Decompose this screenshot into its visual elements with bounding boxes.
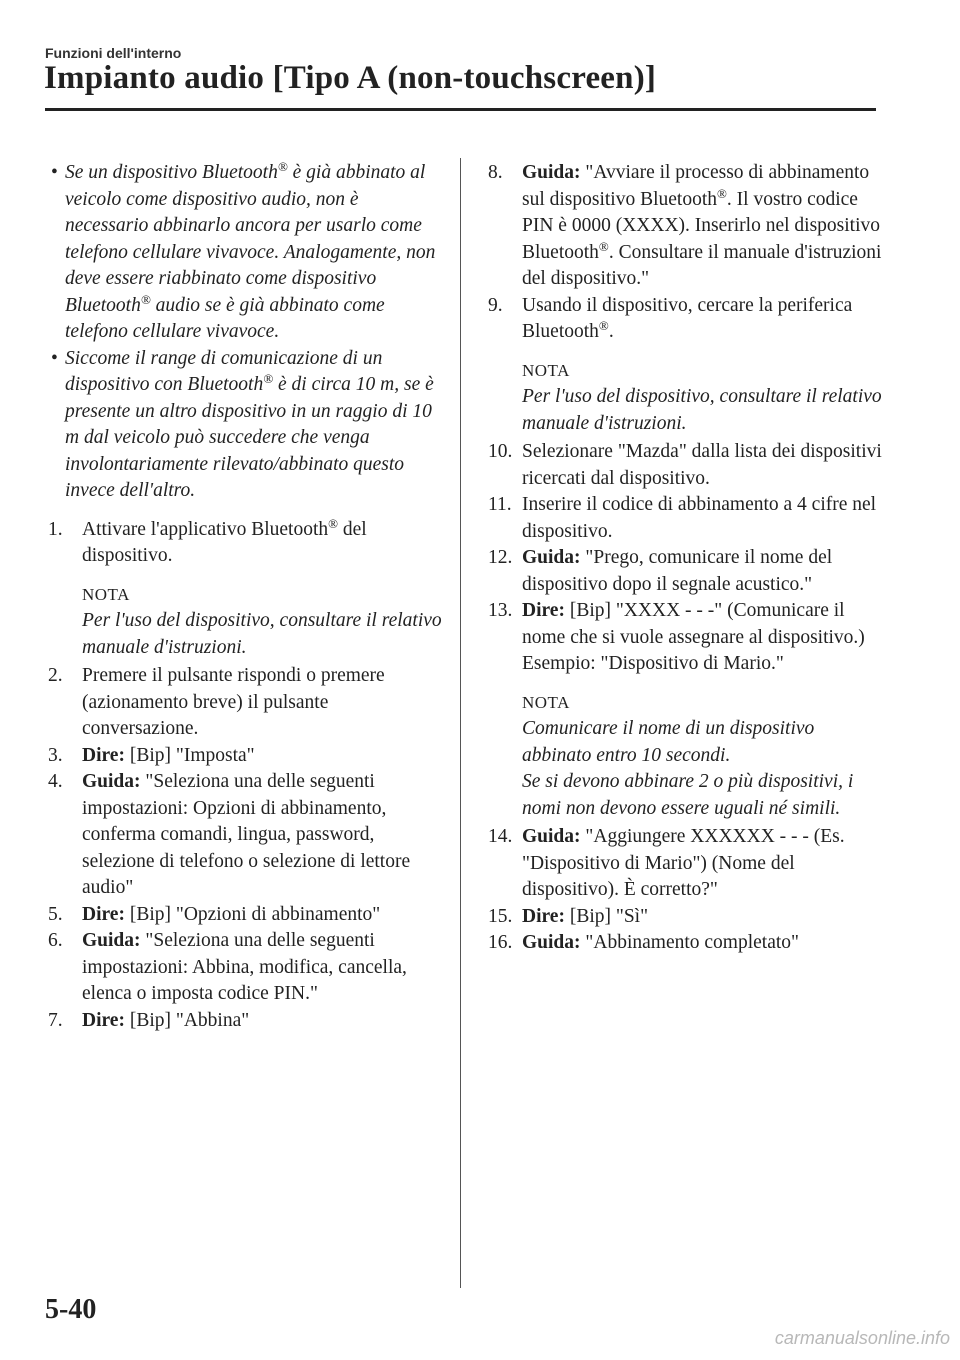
note-text: Per l'uso del dispositivo, consultare il relativo manuale d'istruzioni. [82,610,442,658]
step-8: 8. Guida: "Avviare il processo di abbinamento sul dispositivo Bluetooth®. Il vostro codice PIN è 0000 (XXXX). Inserirlo nel dispositivo Bluetooth®. Consultare il manuale d'istruzioni del dispositivo." [488,162,882,289]
step-9: 9. Usando il dispositivo, cercare la periferica Bluetooth®. [488,294,853,342]
step-5: 5. Dire: [Bip] "Opzioni di abbinamento" [48,903,381,925]
column-divider [460,158,461,1288]
left-steps [48,663,443,1034]
note-text: Comunicare il nome di un dispositivo abbinato entro 10 secondi. [522,718,815,766]
step-4: 4. Guida: "Seleziona una delle seguenti impostazioni: Opzioni di abbinamento, conferma comandi, lingua, password, selezione di telefono o selezione di lettore audio" [48,771,411,898]
step-3: 3. Dire: [Bip] "Imposta" [48,744,255,766]
note-label: NOTA [522,692,570,712]
step-6: 6. Guida: "Seleziona una delle seguenti impostazioni: Abbina, modifica, cancella, elenca o imposta codice PIN." [48,930,407,1004]
example-text: Esempio: "Dispositivo di Mario." [522,653,784,674]
step-2: 2. Premere il pulsante rispondi o premere (azionamento breve) il pulsante conversazione. [48,665,385,739]
step-11: 11. Inserire il codice di abbinamento a 4 cifre nel dispositivo. [488,494,877,542]
header-divider [45,108,876,111]
note-block [488,690,883,823]
note-label: NOTA [522,360,570,380]
bullet-dot-icon: • [51,347,58,369]
bullet-dot-icon: • [51,162,58,183]
watermark: carmanualsonline.info [774,1328,950,1348]
bullet-item: • Siccome il range di comunicazione di un dispositivo con Bluetooth® è di circa 10 m, se è presente un altro dispositivo in un raggio di 10 m dal veicolo può succedere che venga involontariamente rilevato/abbinato questo invece dell'altro. [51,347,434,501]
step-7: 7. Dire: [Bip] "Abbina" [48,1009,250,1031]
step-16: 16. Guida: "Abbinamento completato" [488,932,799,953]
step-15: 15. Dire: [Bip] "Sì" [488,905,649,927]
note-text: Per l'uso del dispositivo, consultare il relativo manuale d'istruzioni. [522,386,882,434]
left-column [48,160,443,1034]
note-label: NOTA [82,584,130,604]
note-block [488,358,883,438]
page-number: 5-40 [45,1294,97,1325]
step-14: 14. Guida: "Aggiungere XXXXXX - - - (Es. "Dispositivo di Mario") (Nome del dispositivo). È corretto?" [488,826,845,900]
page-title: Impianto audio [Tipo A (non-touchscreen)] [44,60,657,96]
step-10: 10. Selezionare "Mazda" dalla lista dei dispositivi ricercati dal dispositivo. [488,441,882,489]
step-1: 1. Attivare l'applicativo Bluetooth® del dispositivo. [48,515,367,566]
section-label: Funzioni dell'interno [45,45,182,61]
step-12: 12. Guida: "Prego, comunicare il nome del dispositivo dopo il segnale acustico." [488,547,833,595]
note-text: Se si devono abbinare 2 o più dispositivi, i nomi non devono essere uguali né simili. [522,771,854,819]
bullet-item: • Se un dispositivo Bluetooth® è già abbinato al veicolo come dispositivo audio, non è necessario abbinarlo ancora per usarlo come telefono cellulare vivavoce. Analogamente, non deve essere riabbinato come dispositivo Bluetooth® audio se è già abbinato come telefono cellulare vivavoce. [51,159,436,342]
right-column [488,160,883,957]
note-block [48,582,443,662]
step-13: 13. Dire: [Bip] "XXXX - - -" (Comunicare il nome che si vuole assegnare al dispositivo.) Esempio: "Dispositivo di Mario." [488,598,883,678]
